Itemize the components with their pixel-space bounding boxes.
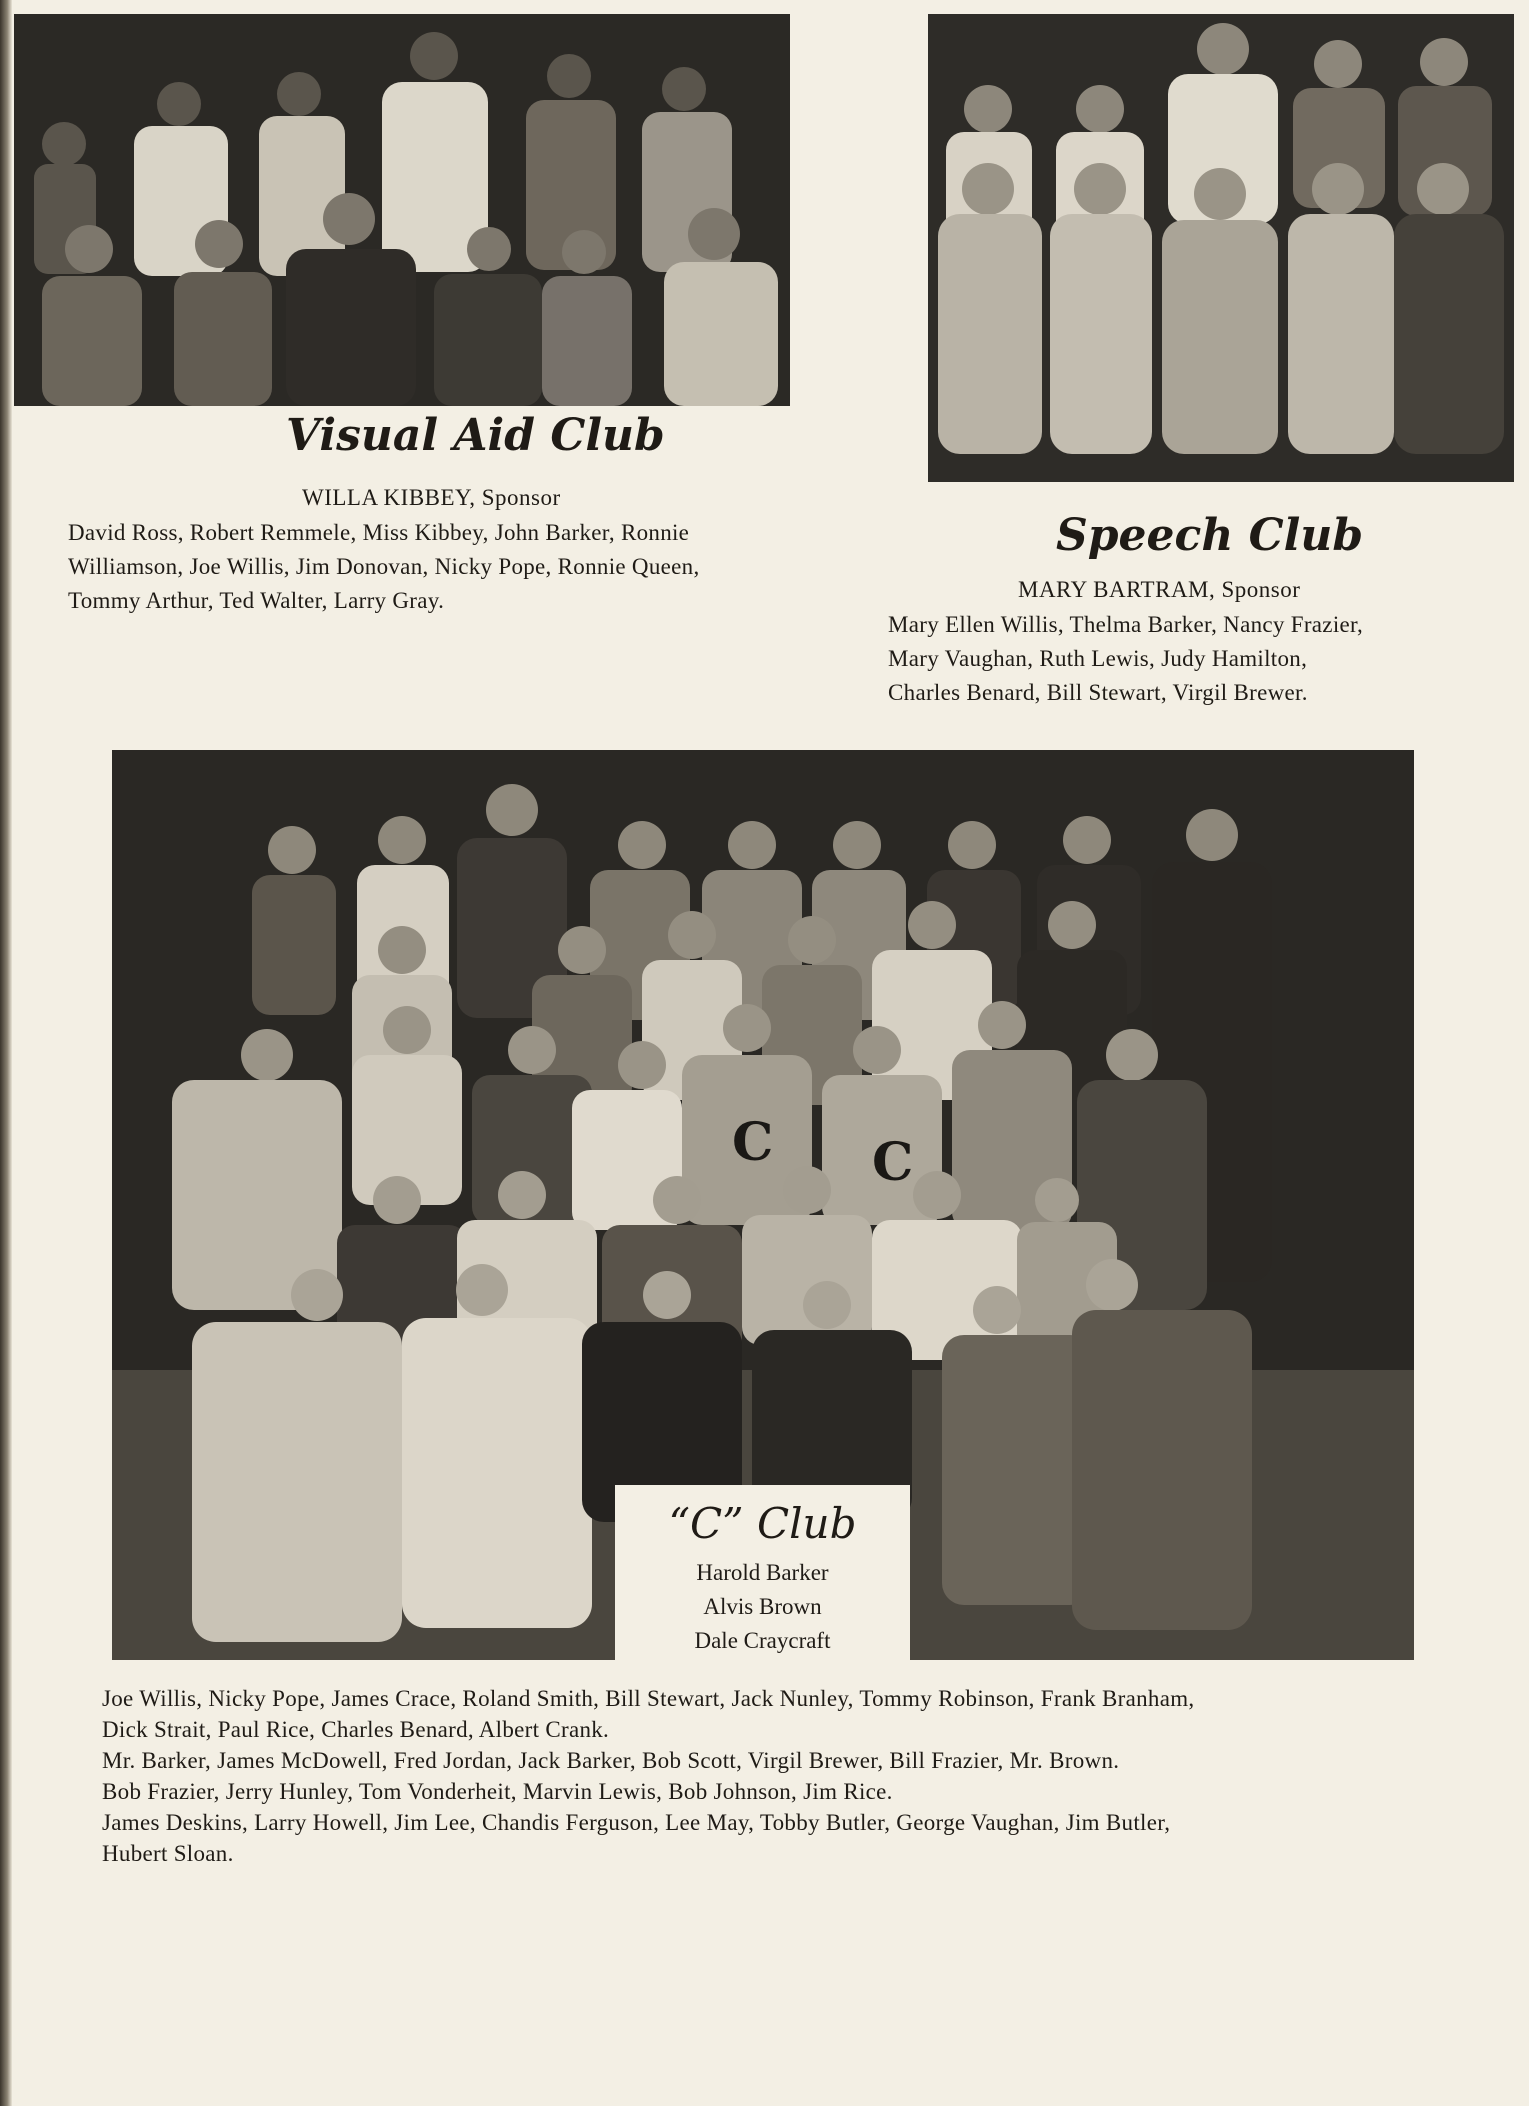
names-line: Dick Strait, Paul Rice, Charles Benard, Albert Crank. <box>102 1717 610 1742</box>
c-club-title: “C” Club <box>668 1499 857 1548</box>
group-photo-figures <box>928 14 1514 482</box>
sponsor-name: Harold Barker <box>696 1560 829 1585</box>
speech-club-title: Speech Club <box>1056 510 1364 561</box>
speech-sponsor: MARY BARTRAM, Sponsor <box>1018 577 1301 602</box>
visual-aid-club-photo <box>14 14 790 406</box>
names-line: Mary Vaughan, Ruth Lewis, Judy Hamilton, <box>888 646 1308 671</box>
names-line: James Deskins, Larry Howell, Jim Lee, Chandis Ferguson, Lee May, Tobby Butler, George Vaughan, Jim Butler, <box>102 1810 1171 1835</box>
names-line: Hubert Sloan. <box>102 1841 234 1866</box>
svg-text:C: C <box>732 1112 774 1173</box>
visual-aid-sponsor: WILLA KIBBEY, Sponsor <box>302 485 561 510</box>
c-club-sponsors <box>615 1556 910 1658</box>
names-line: Charles Benard, Bill Stewart, Virgil Brewer. <box>888 680 1308 705</box>
book-spine-shadow <box>0 0 12 2106</box>
speech-club-photo <box>928 14 1514 482</box>
names-line: Bob Frazier, Jerry Hunley, Tom Vonderheit, Marvin Lewis, Bob Johnson, Jim Rice. <box>102 1779 893 1804</box>
names-line: David Ross, Robert Remmele, Miss Kibbey, John Barker, Ronnie <box>68 520 690 545</box>
group-photo-figures <box>14 14 790 406</box>
names-line: Mr. Barker, James McDowell, Fred Jordan, Jack Barker, Bob Scott, Virgil Brewer, Bill Frazier, Mr. Brown. <box>102 1748 1120 1773</box>
sponsor-name: Dale Craycraft <box>694 1628 831 1653</box>
svg-text:C: C <box>872 1132 914 1193</box>
names-line: Williamson, Joe Willis, Jim Donovan, Nicky Pope, Ronnie Queen, <box>68 554 700 579</box>
sponsor-name: Alvis Brown <box>703 1594 822 1619</box>
names-line: Tommy Arthur, Ted Walter, Larry Gray. <box>68 588 445 613</box>
speech-member-names <box>888 608 1363 710</box>
names-line: Joe Willis, Nicky Pope, James Crace, Roland Smith, Bill Stewart, Jack Nunley, Tommy Robinson, Frank Branham, <box>102 1686 1195 1711</box>
c-club-caption <box>615 1485 910 1660</box>
names-line: Mary Ellen Willis, Thelma Barker, Nancy Frazier, <box>888 612 1364 637</box>
c-club-member-names <box>102 1683 1194 1869</box>
visual-aid-member-names <box>68 516 700 618</box>
visual-aid-club-title: Visual Aid Club <box>286 410 665 461</box>
